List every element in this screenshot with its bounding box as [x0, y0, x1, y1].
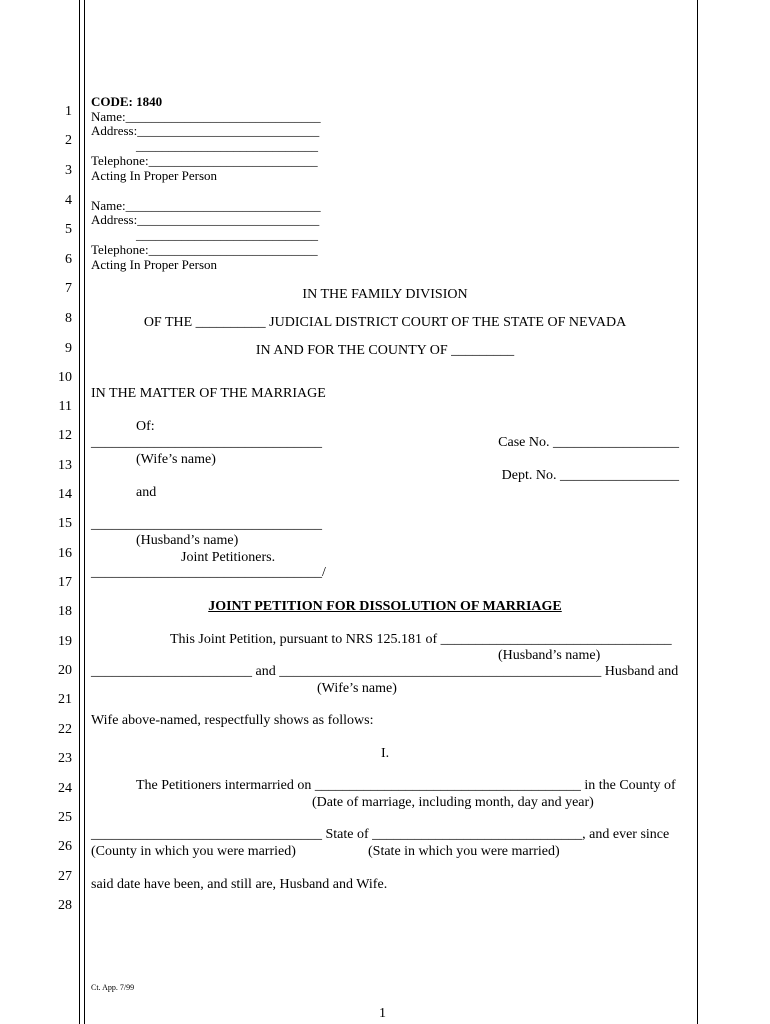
- line-number: 22: [58, 722, 72, 737]
- joint-petitioners: Joint Petitioners.: [181, 550, 276, 565]
- wife-name-label: (Wife’s name): [136, 452, 216, 467]
- line-number: 7: [65, 281, 72, 296]
- line-number: 12: [58, 428, 72, 443]
- line-number: 23: [58, 751, 72, 766]
- line-number: 18: [58, 604, 72, 619]
- party1-name-field: Name:______________________________: [91, 109, 321, 124]
- line-number: 17: [58, 575, 72, 590]
- line-number: 20: [58, 663, 72, 678]
- line-number: 9: [65, 341, 72, 356]
- party2-address-line2: ____________________________: [136, 227, 318, 242]
- caption-closing-line: _________________________________/: [91, 565, 326, 580]
- marriage-date-line: The Petitioners intermarried on ______________________________________ in the County of: [136, 778, 676, 793]
- party1-telephone-field: Telephone:__________________________: [91, 153, 318, 168]
- state-label: (State in which you were married): [368, 844, 560, 859]
- line-number: 14: [58, 487, 72, 502]
- dept-number-field: Dept. No. _________________: [501, 468, 679, 483]
- line-number: 1: [65, 104, 72, 119]
- line-number: 8: [65, 311, 72, 326]
- county-state-line: _________________________________ State of ______________________________, and ever since: [91, 827, 670, 842]
- court-name: OF THE __________ JUDICIAL DISTRICT COURT OF THE STATE OF NEVADA: [143, 315, 627, 330]
- case-number-field: Case No. __________________: [498, 435, 679, 450]
- margin-rule-right: [697, 0, 698, 1024]
- party2-address-field: Address:____________________________: [91, 212, 320, 227]
- line-number: 11: [58, 399, 72, 414]
- party2-telephone-field: Telephone:__________________________: [91, 242, 318, 257]
- line-number: 19: [58, 634, 72, 649]
- petition-names-line: _______________________ and ______________________________________________ Husband and: [91, 664, 679, 679]
- line-number: 4: [65, 193, 72, 208]
- line-number: 10: [58, 370, 72, 385]
- husband-name-line: _________________________________: [91, 517, 322, 532]
- line-number: 27: [58, 869, 72, 884]
- line-number: 28: [58, 898, 72, 913]
- party1-status: Acting In Proper Person: [91, 168, 218, 183]
- wife-name-line: _________________________________: [91, 435, 322, 450]
- party2-status: Acting In Proper Person: [91, 257, 218, 272]
- petition-shows-as-follows: Wife above-named, respectfully shows as follows:: [91, 713, 374, 728]
- line-number: 16: [58, 546, 72, 561]
- court-division: IN THE FAMILY DIVISION: [302, 287, 468, 302]
- party1-address-line2: ____________________________: [136, 138, 318, 153]
- form-revision-code: Ct. App. 7/99: [91, 983, 135, 992]
- party1-address-field: Address:____________________________: [91, 123, 320, 138]
- line-number: 15: [58, 516, 72, 531]
- line-number: 21: [58, 692, 72, 707]
- line-number: 5: [65, 222, 72, 237]
- marriage-date-label: (Date of marriage, including month, day and year): [312, 795, 594, 810]
- county-label: (County in which you were married): [91, 844, 296, 859]
- line-number: 3: [65, 163, 72, 178]
- margin-rule-left-inner: [84, 0, 85, 1024]
- party2-name-field: Name:______________________________: [91, 198, 321, 213]
- court-county: IN AND FOR THE COUNTY OF _________: [255, 343, 515, 358]
- page-number: 1: [379, 1006, 386, 1021]
- line-number: 13: [58, 458, 72, 473]
- petition-intro: This Joint Petition, pursuant to NRS 125.181 of _________________________________: [170, 632, 672, 647]
- matter-heading: IN THE MATTER OF THE MARRIAGE: [91, 386, 326, 401]
- petition-closing: said date have been, and still are, Husband and Wife.: [91, 877, 388, 892]
- matter-and: and: [136, 485, 157, 500]
- petition-wife-label: (Wife’s name): [317, 681, 397, 696]
- petition-title: JOINT PETITION FOR DISSOLUTION OF MARRIAGE: [208, 599, 562, 614]
- line-number: 26: [58, 839, 72, 854]
- husband-name-label: (Husband’s name): [136, 533, 239, 548]
- line-number: 2: [65, 133, 72, 148]
- form-code: CODE: 1840: [91, 94, 163, 109]
- line-number: 24: [58, 781, 72, 796]
- petition-husband-label: (Husband’s name): [498, 648, 601, 663]
- matter-of: Of:: [136, 419, 155, 434]
- line-number: 6: [65, 252, 72, 267]
- section-number: I.: [381, 746, 390, 761]
- margin-rule-left-outer: [79, 0, 80, 1024]
- line-number: 25: [58, 810, 72, 825]
